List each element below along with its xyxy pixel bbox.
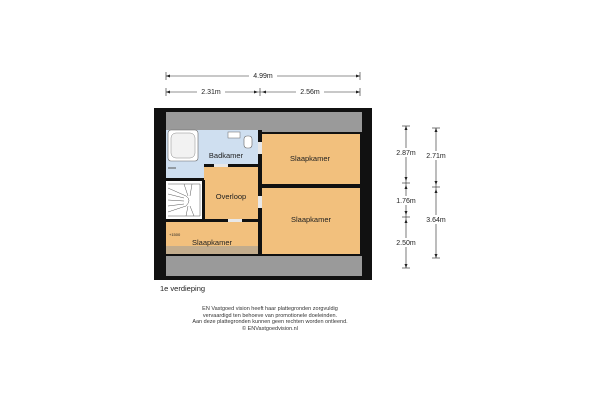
right-dimension-b xyxy=(423,128,449,258)
dim-right-a1: 2.87m xyxy=(396,150,416,157)
dim-right-a3: 2.50m xyxy=(396,240,416,247)
label-overloop: Overloop xyxy=(215,192,247,201)
label-slaapkamer-bottom-left: Slaapkamer xyxy=(191,238,233,247)
dim-top-left: 2.31m xyxy=(201,89,221,96)
roof-strip-bottom xyxy=(166,256,362,276)
disclaimer-line-2: vervaardigd ten behoeve van promotionele doeleinden. xyxy=(202,312,338,319)
top-dimension-total xyxy=(166,71,360,80)
dim-right-a2: 1.76m xyxy=(396,198,416,205)
label-badkamer: Badkamer xyxy=(208,151,244,160)
floor-label: 1e verdieping xyxy=(160,284,206,293)
label-slaapkamer-top-right: Slaapkamer xyxy=(289,154,331,163)
disclaimer-line-4: © ENVastgoedvision.nl xyxy=(242,325,298,332)
toilet-icon xyxy=(244,136,252,148)
right-dimension-a xyxy=(393,126,419,268)
disclaimer xyxy=(150,306,390,332)
floor-plan xyxy=(154,108,372,280)
sink-icon xyxy=(228,132,240,138)
label-slaapkamer-bottom-right: Slaapkamer xyxy=(290,215,332,224)
dim-top-total: 4.99m xyxy=(253,73,273,80)
roof-strip-top xyxy=(166,112,362,132)
dim-top-right: 2.56m xyxy=(300,89,320,96)
dim-right-b2: 3.64m xyxy=(426,217,446,224)
dim-right-b1: 2.71m xyxy=(426,153,446,160)
label-height-tag: +1500 xyxy=(169,232,181,237)
disclaimer-line-3: Aan deze plattegronden kunnen geen rechten worden ontleend. xyxy=(192,319,348,326)
top-dimension-split xyxy=(166,87,360,96)
disclaimer-line-1: EN Vastgoed vision heeft haar plattegronden zorgvuldig xyxy=(202,306,338,312)
